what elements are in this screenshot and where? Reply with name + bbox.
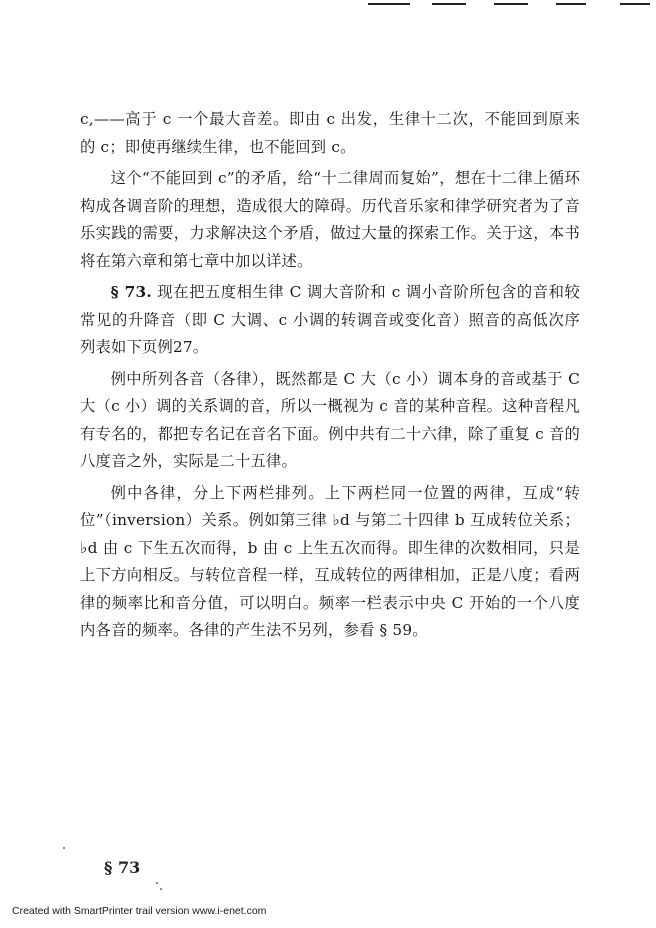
top-edge-rules [0,0,656,8]
paragraph-1: c,——高于 c 一个最大音差。即由 c 出发，生律十二次，不能回到原来的 c；即使再继续生律，也不能回到 c。 [80,110,580,156]
section-text: 现在把五度相生律 C 调大音阶和 c 调小音阶所包含的音和较常见的升降音（即 C 大调、c 小调的转调音或变化音）照音的高低次序列表如下页例27。 [80,283,580,356]
rule-4 [556,3,586,5]
section-number: § 73. [110,283,152,301]
footer-section-mark: § 73 [104,858,141,877]
scan-speck [156,882,158,884]
paragraph-5: 例中各律，分上下两栏排列。上下两栏同一位置的两律，互成“转位”（inversion）关系。例如第三律 ♭d 与第二十四律 b 互成转位关系；♭d 由 c 下生五次而得，b 由 c 上生五次而得。即生律的次数相同，只是上下方向相反。与转位音程一样，互成转位的两律相加，正是八度；看两律的频率比和音分值，可以明白。频率一栏表示中央 C 开始的一个八度内各音的频率。各律的产生法不另列，参看 § 59。 [80,483,580,639]
rule-5 [620,3,650,5]
page-body [80,106,580,645]
rule-2 [432,3,466,5]
watermark-text: Created with SmartPrinter trail version www.i-enet.com [12,905,267,917]
rule-1 [368,3,410,5]
section-73-paragraph [80,279,580,362]
paragraph-4: 例中所列各音（各律），既然都是 C 大（c 小）调本身的音或基于 C 大（c 小）调的关系调的音，所以一概视为 c 音的某种音程。这种音程凡有专名的，都把专名记在音名下面。例中共有二十六律，除了重复 c 音的八度音之外，实际是二十五律。 [80,369,580,470]
scan-speck [160,888,162,890]
paragraph-2: 这个“不能回到 c”的矛盾，给“十二律周而复始”，想在十二律上循环构成各调音阶的理想，造成很大的障碍。历代音乐家和律学研究者为了音乐实践的需要，力求解决这个矛盾，做过大量的探索工作。关于这，本书将在第六章和第七章中加以详述。 [80,169,580,270]
scan-speck [63,847,65,849]
rule-3 [494,3,528,5]
